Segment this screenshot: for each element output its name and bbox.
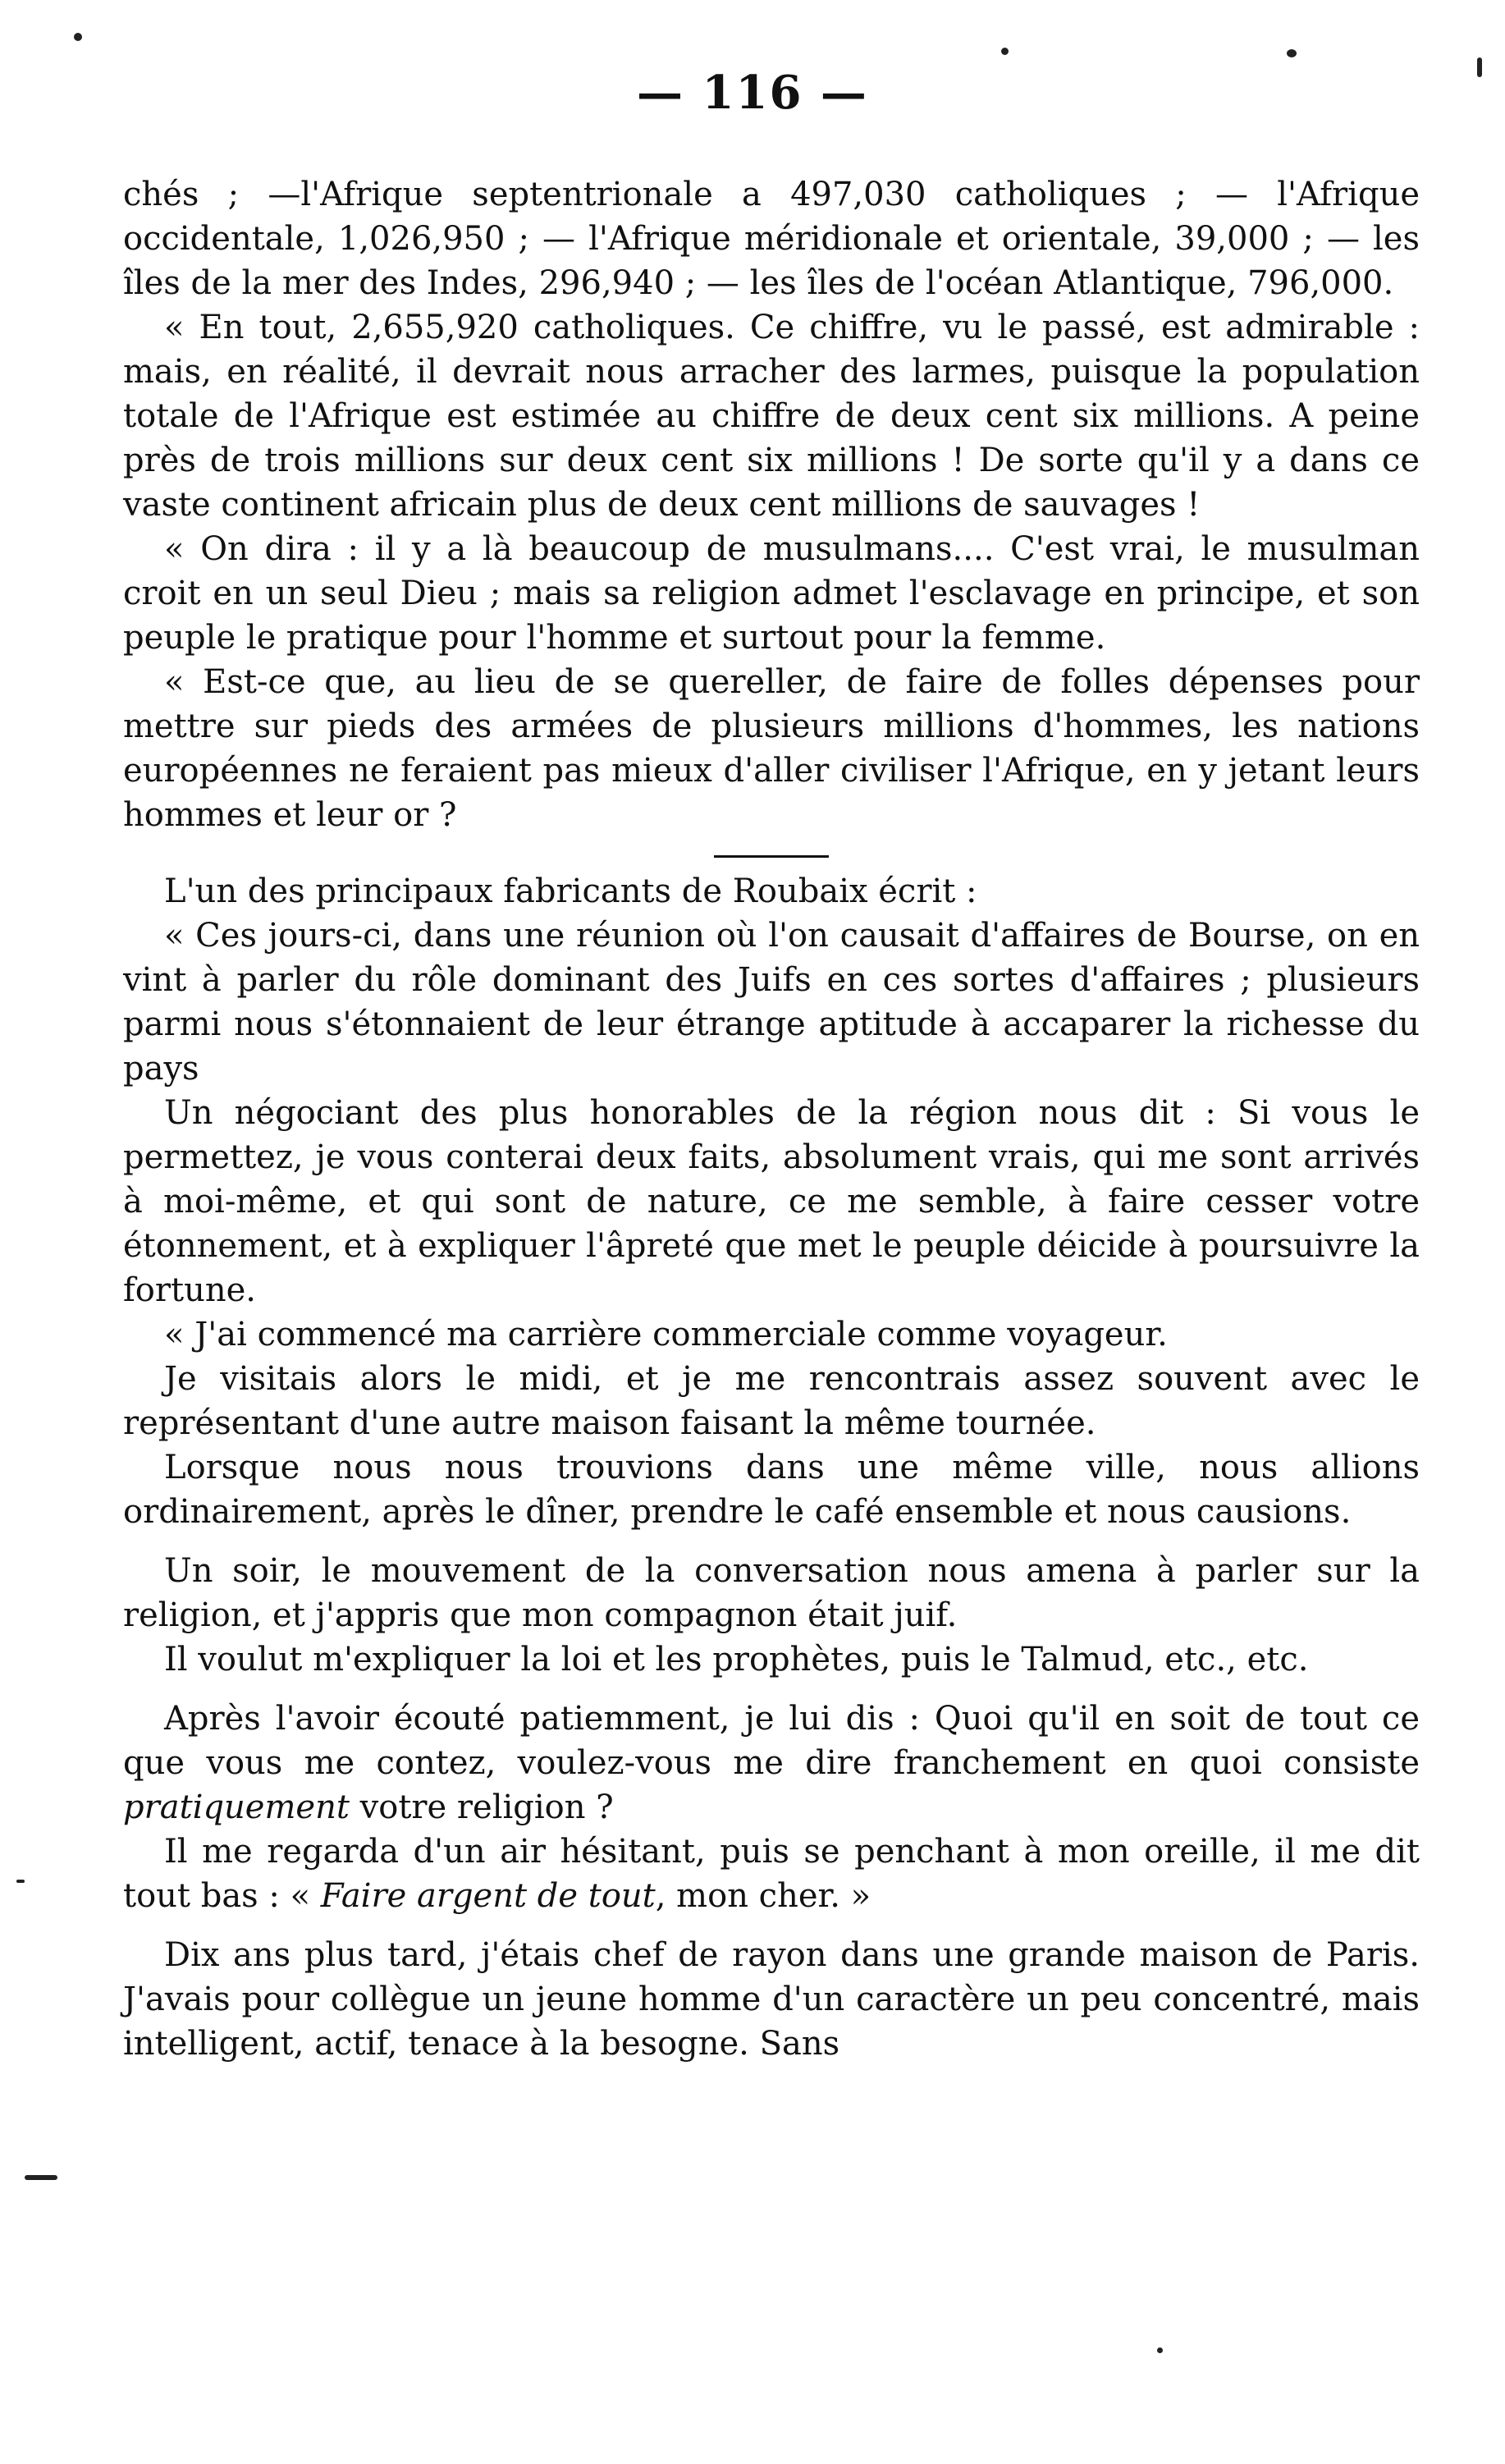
section-separator bbox=[714, 855, 829, 858]
page-number: — 116 — bbox=[637, 66, 868, 120]
scan-speck bbox=[1157, 2347, 1163, 2353]
paragraph-6: « Ces jours-ci, dans une réunion où l'on causait d'affaires de Bourse, on en vint à parler du rôle dominant des Juifs en ces sortes d'affaires ; plusieurs parmi nous s'étonnaient de leur étrange aptitude à accaparer la richesse du pays bbox=[123, 917, 1420, 1088]
paragraph-8: « J'ai commencé ma carrière commerciale comme voyageur. bbox=[164, 1316, 1168, 1353]
paragraph-4: « Est-ce que, au lieu de se quereller, de faire de folles dépenses pour mettre sur pieds des armées de plusieurs millions d'hommes, les nations européennes ne feraient pas mieux d'aller civiliser l'Afrique, en y jetant leurs hommes et leur or ? bbox=[123, 663, 1420, 834]
paragraph-3: « On dira : il y a là beaucoup de musulmans.... C'est vrai, le musulman croit en un seul Dieu ; mais sa religion admet l'esclavage en principe, et son peuple le pratique pour l'homme et surtout pour la femme. bbox=[123, 530, 1420, 657]
paragraph-13-end: votre religion ? bbox=[349, 1788, 614, 1826]
scan-speck bbox=[1287, 49, 1297, 57]
scan-speck bbox=[1477, 57, 1482, 77]
paragraph-14-end: , mon cher. » bbox=[655, 1877, 871, 1915]
paragraph-15: Dix ans plus tard, j'étais chef de rayon dans une grande maison de Paris. J'avais pour collègue un jeune homme d'un caractère un peu concentré, mais intelligent, actif, tenace à la besogne. Sans bbox=[123, 1936, 1420, 2063]
paragraph-13 bbox=[123, 1697, 1420, 1830]
paragraph-7: Un négociant des plus honorables de la région nous dit : Si vous le permettez, je vous conterai deux faits, absolument vrais, qui me sont arrivés à moi-même, et qui sont de nature, ce me semble, à faire cesser votre étonnement, et à expliquer l'âpreté que met le peuple déicide à poursuivre la fortune. bbox=[123, 1094, 1420, 1309]
paragraph-1: chés ; —l'Afrique septentrionale a 497,030 catholiques ; — l'Afrique occidentale, 1,026,950 ; — l'Afrique méridionale et orientale, 39,000 ; — les îles de la mer des Indes, 296,940 ; — les îles de l'océan Atlantique, 796,000. bbox=[123, 176, 1420, 302]
scan-speck bbox=[25, 2175, 57, 2180]
paragraph-9: Je visitais alors le midi, et je me rencontrais assez souvent avec le représentant d'une autre maison faisant la même tournée. bbox=[123, 1360, 1420, 1442]
scan-speck bbox=[74, 33, 82, 41]
page-body-text bbox=[123, 172, 1420, 2066]
paragraph-13-text: Après l'avoir écouté patiemment, je lui dis : Quoi qu'il en soit de tout ce que vous me contez, voulez-vous me dire franchement en quoi consiste bbox=[123, 1700, 1420, 1782]
paragraph-12: Il voulut m'expliquer la loi et les prophètes, puis le Talmud, etc., etc. bbox=[164, 1641, 1309, 1679]
paragraph-11: Un soir, le mouvement de la conversation nous amena à parler sur la religion, et j'appris que mon compagnon était juif. bbox=[123, 1552, 1420, 1634]
paragraph-2: « En tout, 2,655,920 catholiques. Ce chiffre, vu le passé, est admirable : mais, en réalité, il devrait nous arracher des larmes, puisque la population totale de l'Afrique est estimée au chiffre de deux cent six millions. A peine près de trois millions sur deux cent six millions ! De sorte qu'il y a dans ce vaste continent africain plus de deux cent millions de sauvages ! bbox=[123, 309, 1420, 524]
paragraph-14 bbox=[123, 1830, 1420, 1918]
scan-speck bbox=[1001, 48, 1009, 55]
paragraph-14-text: Il me regarda d'un air hésitant, puis se penchant à mon oreille, il me dit tout bas : « bbox=[123, 1833, 1420, 1915]
paragraph-13-italic: pratiquement bbox=[123, 1788, 350, 1826]
scan-speck bbox=[16, 1880, 25, 1883]
paragraph-5: L'un des principaux fabricants de Roubaix écrit : bbox=[164, 872, 977, 910]
paragraph-14-italic: Faire argent de tout bbox=[320, 1877, 656, 1915]
paragraph-10: Lorsque nous nous trouvions dans une même ville, nous allions ordinairement, après le dîner, prendre le café ensemble et nous causions. bbox=[123, 1449, 1420, 1531]
